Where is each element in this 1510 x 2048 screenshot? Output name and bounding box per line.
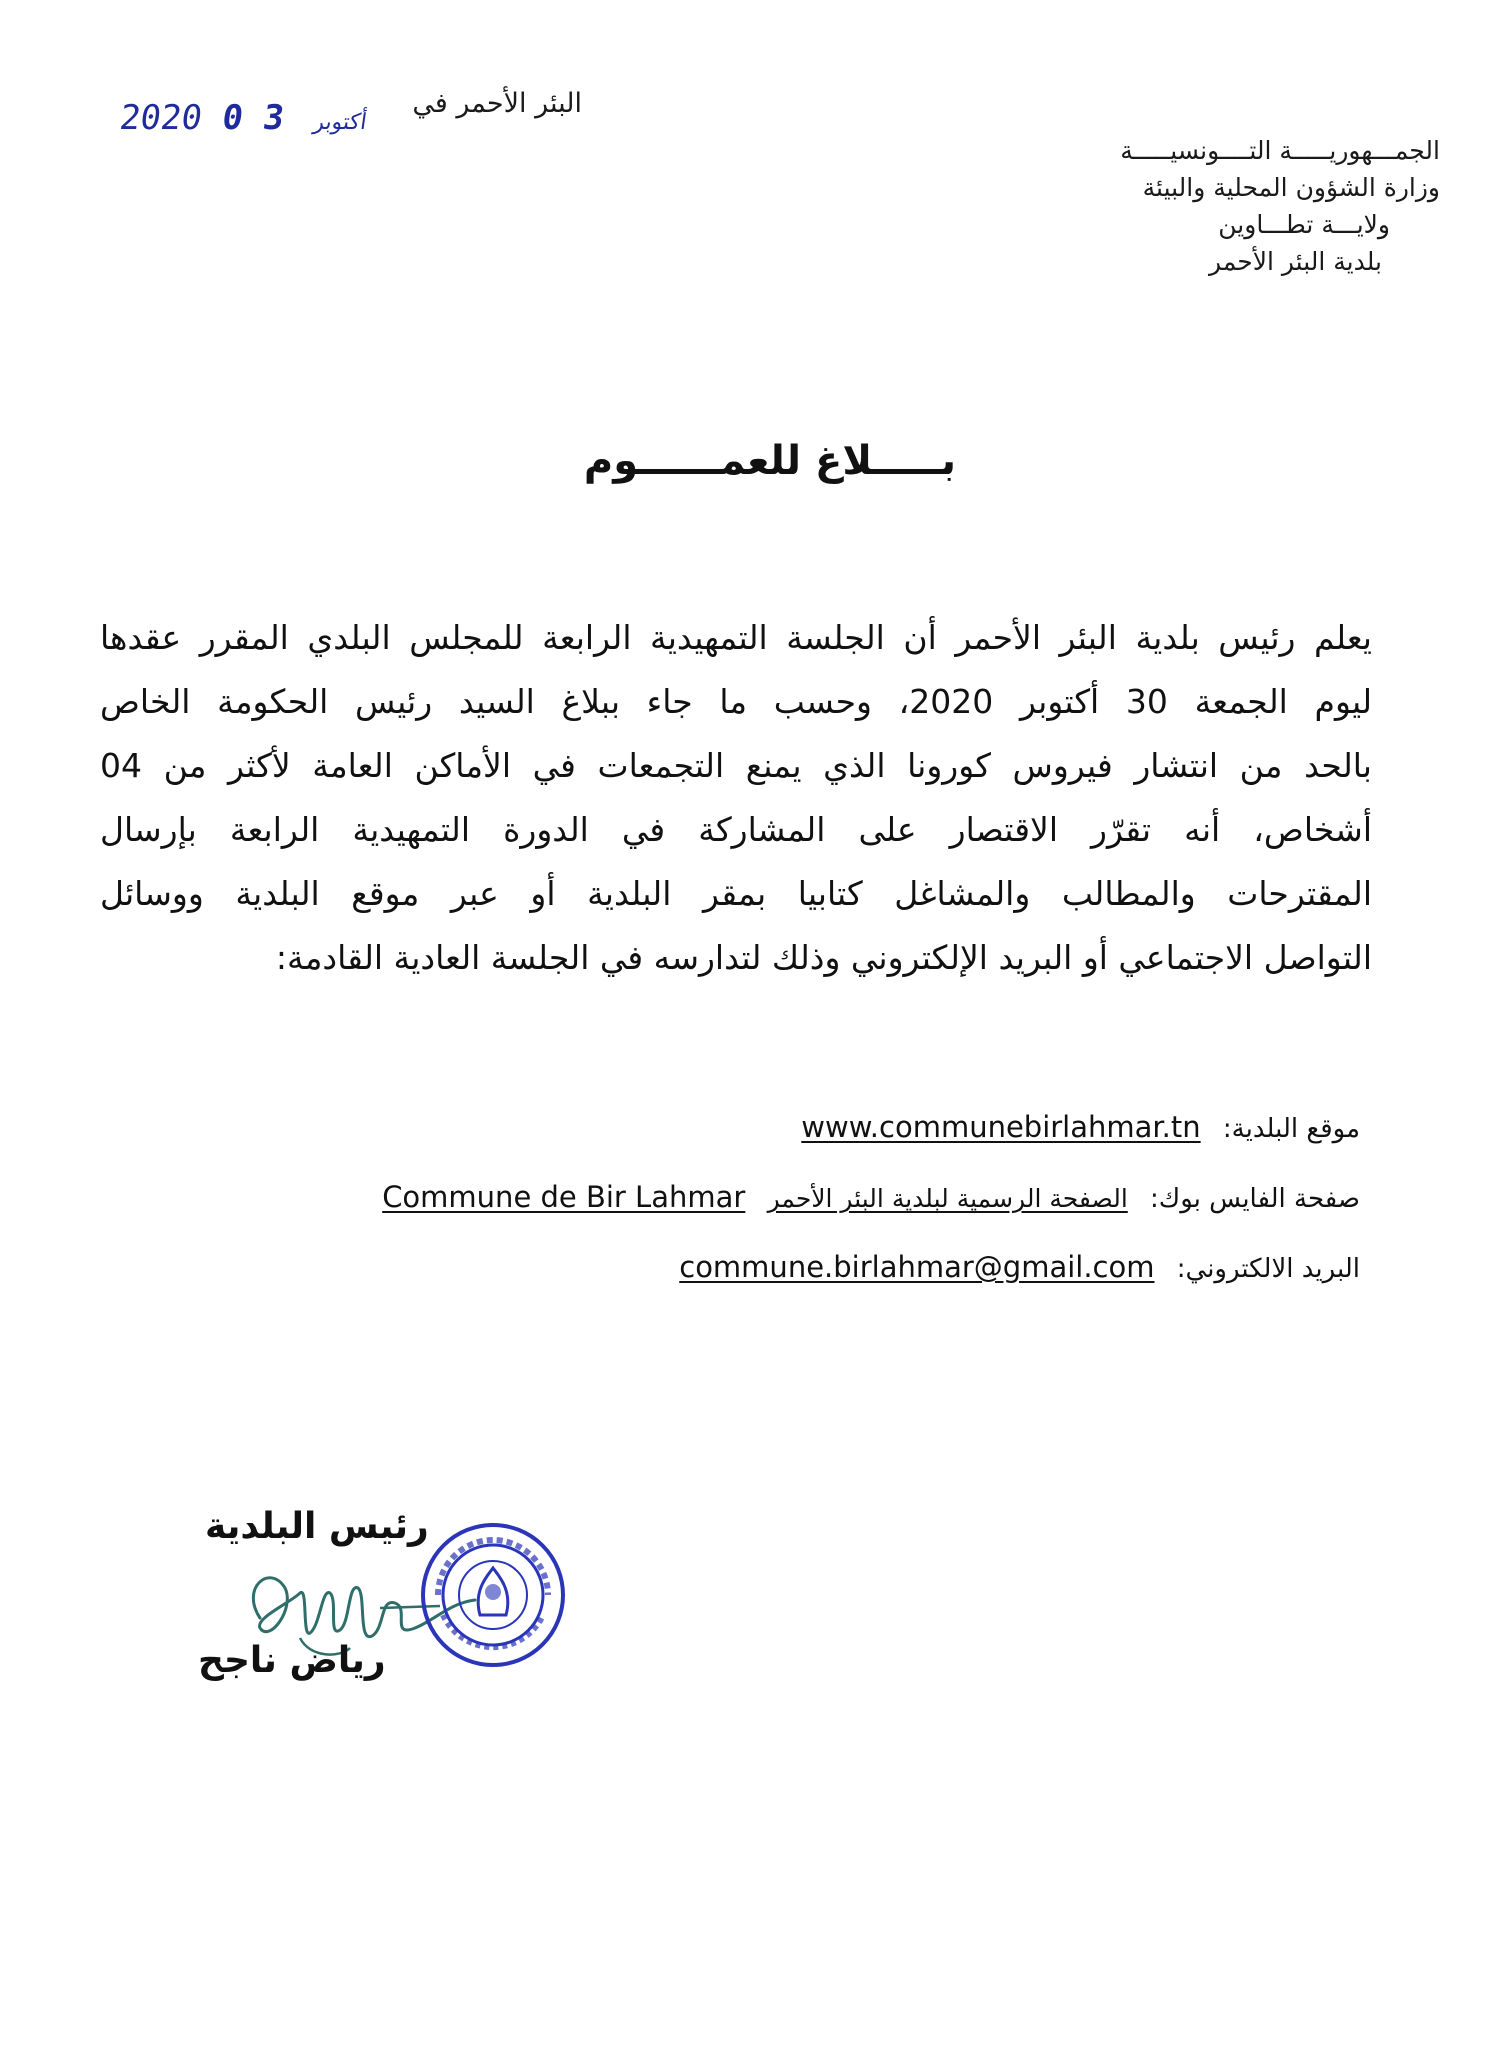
header-governorate: ولايـــة تطـــاوين xyxy=(1218,210,1390,239)
date-stamp xyxy=(117,98,380,138)
date-stamp-year: 2020 xyxy=(117,98,205,138)
header-ministry: وزارة الشؤون المحلية والبيئة xyxy=(1142,173,1440,202)
facebook-page-name-fr[interactable]: Commune de Bir Lahmar xyxy=(382,1180,746,1214)
email-label: البريد الالكتروني: xyxy=(1176,1254,1360,1284)
official-seal-stamp xyxy=(418,1520,568,1670)
header-municipality: بلدية البئر الأحمر xyxy=(1209,247,1382,276)
letterhead xyxy=(920,132,1440,280)
contact-facebook xyxy=(200,1180,1360,1250)
header-republic: الجمـــهوريـــــة التــــونسيـــــة xyxy=(1120,136,1440,165)
body-line: يعلم رئيس بلدية البئر الأحمر أن الجلسة التمهيدية الرابعة للمجلس البلدي المقرر عقدها xyxy=(100,618,1372,657)
date-stamp-day: 3 xyxy=(260,98,287,138)
website-label: موقع البلدية: xyxy=(1222,1114,1360,1144)
notice-title: بـــــلاغ للعمــــــوم xyxy=(583,438,957,484)
email-link[interactable]: commune.birlahmar@gmail.com xyxy=(679,1250,1155,1284)
contact-website xyxy=(200,1110,1360,1180)
notice-body xyxy=(100,606,1372,990)
facebook-label: صفحة الفايس بوك: xyxy=(1150,1184,1360,1214)
body-line: المقترحات والمطالب والمشاغل كتابيا بمقر البلدية أو عبر موقع البلدية ووسائل xyxy=(100,874,1372,913)
date-stamp-day-mark: 0 xyxy=(219,98,246,138)
facebook-page-name-ar[interactable]: الصفحة الرسمية لبلدية البئر الأحمر xyxy=(767,1184,1128,1213)
website-link[interactable]: www.communebirlahmar.tn xyxy=(801,1110,1201,1144)
body-line: التواصل الاجتماعي أو البريد الإلكتروني وذلك لتدارسه في الجلسة العادية القادمة: xyxy=(275,938,1372,977)
location-date xyxy=(112,88,582,148)
signatory-name: رياض ناجح xyxy=(198,1640,386,1681)
contact-list xyxy=(200,1110,1360,1320)
contact-email xyxy=(200,1250,1360,1320)
body-line: بالحد من انتشار فيروس كورونا الذي يمنع التجمعات في الأماكن العامة لأكثر من 04 xyxy=(100,746,1372,785)
location-text: البئر الأحمر في xyxy=(412,88,582,119)
body-line: ليوم الجمعة 30 أكتوبر 2020، وحسب ما جاء ببلاغ السيد رئيس الحكومة الخاص xyxy=(100,682,1372,721)
signatory-title: رئيس البلدية xyxy=(205,1506,429,1547)
date-stamp-month: أكتوبر xyxy=(311,110,369,135)
body-line: أشخاص، أنه تقرّر الاقتصار على المشاركة في الدورة التمهيدية الرابعة بإرسال xyxy=(100,810,1372,849)
